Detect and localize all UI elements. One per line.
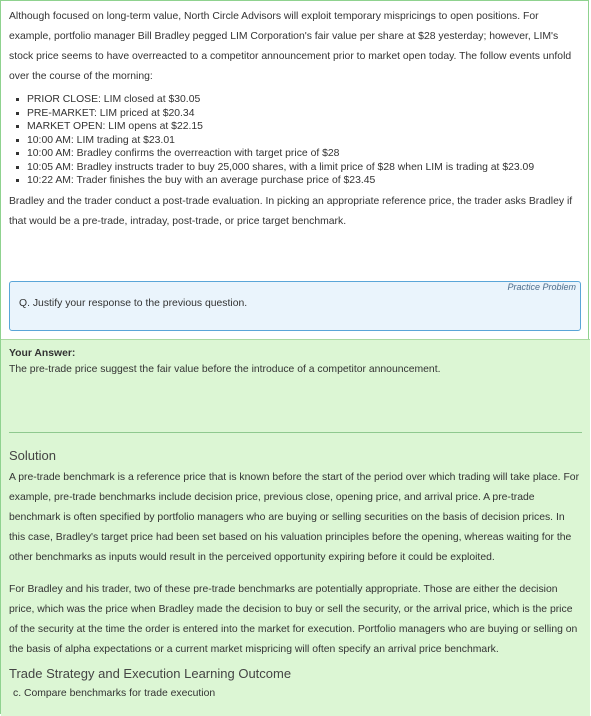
solution-paragraph: A pre-trade benchmark is a reference price that is known before the start of the period over which trading will take place. For example, pre-trade benchmarks include decision price, previous close, opening price, and arrival price. A pre-trade benchmark is often specified by portfolio managers who are buying or selling securities on the basis of decision prices. In this case, Bradley's target price had been set based on his valuation principles before the opening, whereas waiting for the other benchmarks as inputs would result in the perceived opportunity expiring before it could be exploited. [9, 472, 580, 563]
solution-title: Solution [9, 448, 56, 463]
learning-outcome-title: Trade Strategy and Execution Learning Outcome [9, 666, 292, 681]
your-answer-text[interactable]: The pre-trade price suggest the fair value before the introduce of a competitor announcement. [9, 364, 441, 375]
practice-question-box [9, 281, 581, 331]
answer-area [1, 339, 590, 716]
your-answer-label: Your Answer: [9, 348, 76, 359]
list-item: 10:05 AM: Bradley instructs trader to buy 25,000 shares, with a limit price of $28 when LIM is trading at $23.09 [27, 161, 580, 175]
list-item: MARKET OPEN: LIM opens at $22.15 [27, 120, 580, 134]
section-divider [9, 432, 582, 433]
scenario-closing: Bradley and the trader conduct a post-trade evaluation. In picking an appropriate reference price, the trader asks Bradley if that would be a pre-trade, intraday, post-trade, or price target benchmark. [9, 195, 573, 227]
event-list [9, 93, 580, 188]
list-item: 10:22 AM: Trader finishes the buy with an average purchase price of $23.45 [27, 174, 580, 188]
scenario-section [1, 1, 588, 232]
learning-outcome-item: c. Compare benchmarks for trade execution [13, 688, 216, 699]
solution-body [9, 468, 582, 672]
list-item: 10:00 AM: LIM trading at $23.01 [27, 134, 580, 148]
list-item: PRIOR CLOSE: LIM closed at $30.05 [27, 93, 580, 107]
solution-paragraph: For Bradley and his trader, two of these pre-trade benchmarks are potentially appropriate. Those are either the decision price, which was the price when Bradley made the decision to buy or sell the security, or the arrival price, which is the price of the security at the time the order is entered into the market for execution. Portfolio managers who are buying or selling on the basis of alpha expectations or a current market mispricing will often specify an arrival price benchmark. [9, 584, 578, 655]
scenario-intro: Although focused on long-term value, North Circle Advisors will exploit temporary mispricings to open positions. For example, portfolio manager Bill Bradley pegged LIM Corporation's fair value per share at $28 yesterday; however, LIM's stock price seems to have overreacted to a competitor announcement prior to market open today. The follow events unfold over the course of the morning: [9, 11, 572, 82]
practice-problem-label: Practice Problem [507, 282, 576, 292]
question-text: Q. Justify your response to the previous question. [19, 298, 248, 309]
list-item: 10:00 AM: Bradley confirms the overreaction with target price of $28 [27, 147, 580, 161]
list-item: PRE-MARKET: LIM priced at $20.34 [27, 107, 580, 121]
